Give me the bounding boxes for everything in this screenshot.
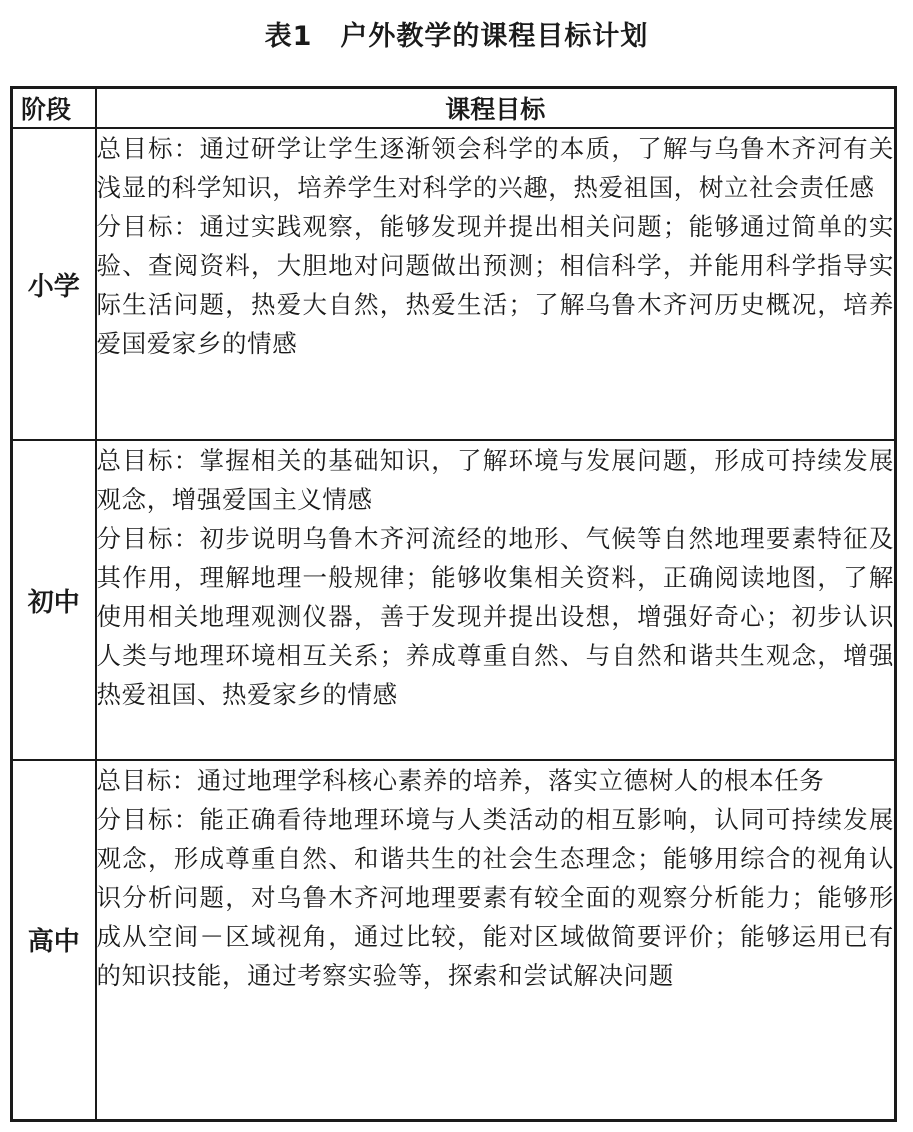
curriculum-goals-table (10, 86, 897, 1122)
table-row-primary (12, 128, 896, 440)
table-title: 表1 户外教学的课程目标计划 (264, 21, 649, 52)
table-row-senior (12, 760, 896, 1120)
goal-cell (96, 128, 896, 440)
general-goal-text: 总目标：通过研学让学生逐渐领会科学的本质，了解与乌鲁木齐河有关浅显的科学知识，培养学生对科学的兴趣，热爱祖国，树立社会责任感 (96, 134, 894, 202)
goal-cell (96, 760, 896, 1120)
table-row-junior (12, 440, 896, 760)
stage-cell: 小学 (12, 128, 96, 440)
general-goal-text: 总目标：掌握相关的基础知识，了解环境与发展问题，形成可持续发展观念，增强爱国主义情感 (96, 446, 894, 514)
sub-goal-text: 分目标：能正确看待地理环境与人类活动的相互影响，认同可持续发展观念，形成尊重自然、和谐共生的社会生态理念；能够用综合的视角认识分析问题，对乌鲁木齐河地理要素有较全面的观察分析能力；能够形成从空间－区域视角，通过比较，能对区域做简要评价；能够运用已有的知识技能，通过考察实验等，探索和尝试解决问题 (96, 805, 894, 990)
table-header-row (12, 88, 896, 129)
header-goal: 课程目标 (96, 88, 896, 129)
stage-cell: 高中 (12, 760, 96, 1120)
goal-cell (96, 440, 896, 760)
sub-goal-text: 分目标：初步说明乌鲁木齐河流经的地形、气候等自然地理要素特征及其作用，理解地理一般规律；能够收集相关资料，正确阅读地图，了解使用相关地理观测仪器，善于发现并提出设想，增强好奇心；初步认识人类与地理环境相互关系；养成尊重自然、与自然和谐共生观念，增强热爱祖国、热爱家乡的情感 (96, 524, 894, 709)
header-stage: 阶段 (12, 88, 96, 129)
sub-goal-text: 分目标：通过实践观察，能够发现并提出相关问题；能够通过简单的实验、查阅资料，大胆地对问题做出预测；相信科学，并能用科学指导实际生活问题，热爱大自然，热爱生活；了解乌鲁木齐河历史概况，培养爱国爱家乡的情感 (96, 212, 894, 358)
general-goal-text: 总目标：通过地理学科核心素养的培养，落实立德树人的根本任务 (96, 766, 825, 795)
stage-cell: 初中 (12, 440, 96, 760)
